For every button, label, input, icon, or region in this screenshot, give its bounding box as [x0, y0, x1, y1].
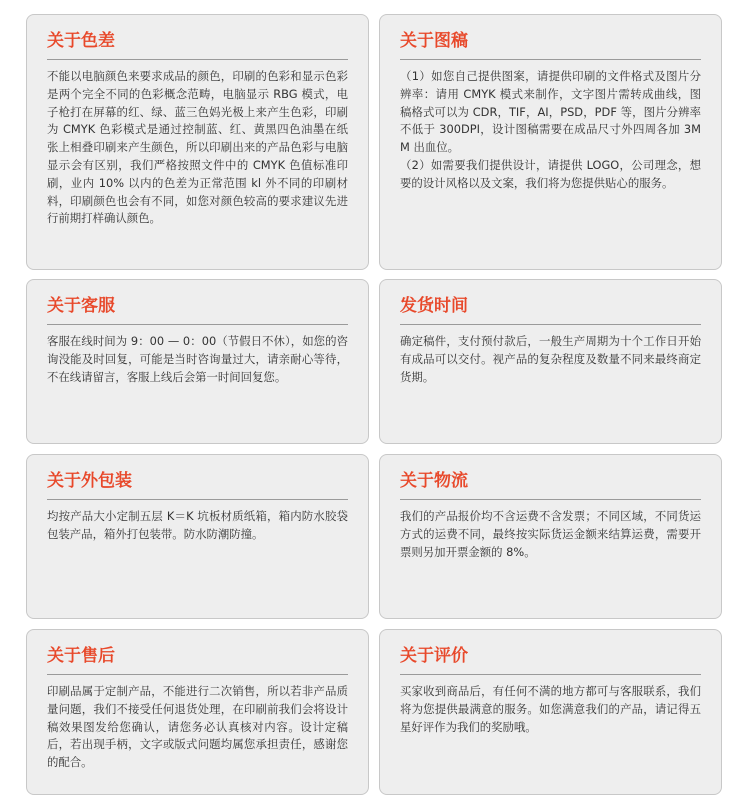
- card-body-delivery-time: [400, 333, 701, 386]
- card-artwork: [379, 14, 722, 270]
- card-body-packaging: [47, 508, 348, 544]
- card-title-color-difference: 关于色差: [47, 29, 348, 60]
- card-delivery-time: [379, 279, 722, 444]
- paragraph: （2）如需要我们提供设计，请提供 LOGO，公司理念，想要的设计风格以及文案，我们将为您提供贴心的服务。: [400, 157, 701, 190]
- card-body-after-sales: [47, 683, 348, 772]
- card-title-delivery-time: 发货时间: [400, 294, 701, 325]
- card-title-reviews: 关于评价: [400, 644, 701, 675]
- card-after-sales: [26, 629, 369, 795]
- paragraph: 我们的产品报价均不含运费不含发票；不同区域，不同货运方式的运费不同，最终按实际货运金额来结算运费，需要开票则另加开票金额的 8%。: [400, 509, 701, 559]
- card-title-packaging: 关于外包装: [47, 469, 348, 500]
- paragraph: 印刷品属于定制产品，不能进行二次销售，所以若非产品质量问题，我们不接受任何退货处理，在印刷前我们会将设计稿效果图发给您确认，请您务必认真核对内容。设计定稿后，若出现手柄，文字或版式问题均属您承担责任，感谢您的配合。: [47, 684, 348, 770]
- card-title-customer-service: 关于客服: [47, 294, 348, 325]
- card-packaging: [26, 454, 369, 619]
- paragraph: 客服在线时间为 9：00 — 0：00（节假日不休），如您的咨询没能及时回复，可能是当时咨询量过大，请亲耐心等待，不在线请留言，客服上线后会第一时间回复您。: [47, 334, 348, 384]
- card-body-logistics: [400, 508, 701, 561]
- card-logistics: [379, 454, 722, 619]
- card-title-logistics: 关于物流: [400, 469, 701, 500]
- card-reviews: [379, 629, 722, 795]
- card-title-artwork: 关于图稿: [400, 29, 701, 60]
- paragraph: （1）如您自己提供图案，请提供印刷的文件格式及图片分辨率：请用 CMYK 模式来制作，文字图片需转成曲线，图稿格式可以为 CDR，TIF，AI，PSD，PDF 等，图片分辨率不低于 300DPI，设计图稿需要在成品尺寸外四周各加 3MM 出血位。: [400, 69, 701, 155]
- card-color-difference: [26, 14, 369, 270]
- card-body-color-difference: [47, 68, 348, 228]
- paragraph: 不能以电脑颜色来要求成品的颜色，印刷的色彩和显示色彩是两个完全不同的色彩概念范畴，电脑显示 RBG 模式，电子枪打在屏幕的红、绿、蓝三色妈光极上来产生色彩，印刷为 CMYK 色彩模式是通过控制蓝、红、黄黑四色油墨在纸张上相叠印刷来产生颜色，所以印刷出来的产品色彩与电脑显示会有区别，我们严格按照文件中的 CMYK 色值标准印刷，业内 10% 以内的色差为正常范围 kl 外不同的印刷材料，印刷颜色也会有不同，如您对颜色较高的要求建议先进行前期打样确认颜色。: [47, 69, 348, 226]
- card-customer-service: [26, 279, 369, 444]
- paragraph: 买家收到商品后，有任何不满的地方都可与客服联系，我们将为您提供最满意的服务。如您满意我们的产品，请记得五星好评作为我们的奖励哦。: [400, 684, 701, 734]
- card-body-artwork: [400, 68, 701, 193]
- card-body-reviews: [400, 683, 701, 736]
- card-body-customer-service: [47, 333, 348, 386]
- paragraph: 确定稿件，支付预付款后，一般生产周期为十个工作日开始有成品可以交付。视产品的复杂程度及数量不同来最终商定货期。: [400, 334, 701, 384]
- card-title-after-sales: 关于售后: [47, 644, 348, 675]
- paragraph: 均按产品大小定制五层 K＝K 坑板材质纸箱，箱内防水胶袋包装产品，箱外打包装带。防水防潮防撞。: [47, 509, 348, 541]
